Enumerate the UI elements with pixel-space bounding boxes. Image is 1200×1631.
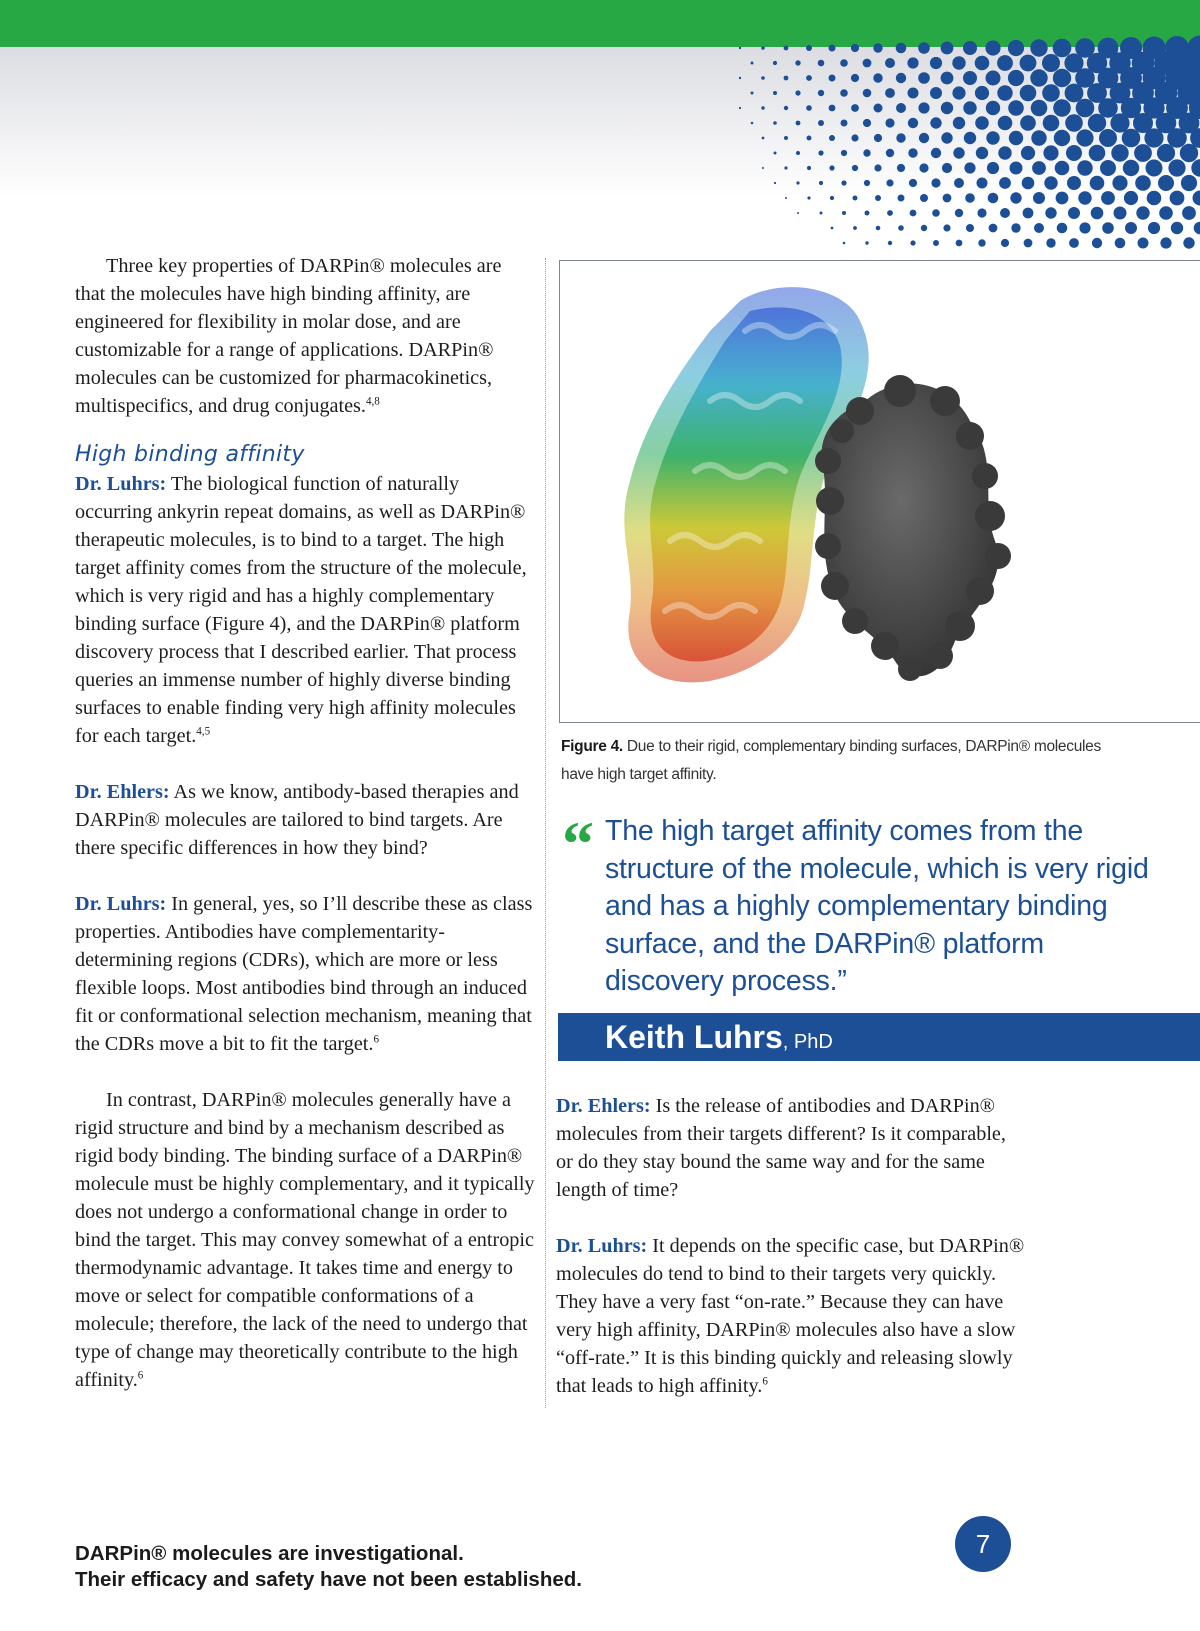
halftone-dot [918,42,930,54]
halftone-dot [773,91,777,95]
halftone-dot [886,149,894,157]
halftone-dot [941,72,954,85]
halftone-dot [1167,128,1187,148]
halftone-dot [1068,207,1080,219]
halftone-dot [1090,176,1105,191]
halftone-dot [896,133,905,142]
halftone-dot [919,133,929,143]
halftone-dot [930,117,941,128]
halftone-dot [806,75,812,81]
halftone-dot [1055,161,1070,176]
halftone-dot [1020,115,1036,131]
halftone-dot [963,71,977,85]
halftone-dot [1101,191,1115,205]
halftone-dot [1122,129,1141,148]
quote-mark-icon: “ [562,808,594,879]
halftone-dot [1157,144,1175,162]
halftone-dot [930,57,942,69]
halftone-dot [918,72,930,84]
halftone-dot [1077,160,1092,175]
halftone-dot [954,178,964,188]
halftone-dot [1193,191,1200,206]
halftone-dot [851,104,859,112]
halftone-dot [910,210,917,217]
halftone-dot [1053,99,1071,117]
halftone-dot [1056,192,1069,205]
halftone-dot [1112,175,1127,190]
halftone-dot [966,224,974,232]
halftone-dot [1146,160,1163,177]
halftone-dot [1030,69,1047,86]
halftone-dot [896,103,906,113]
halftone-dot [943,224,950,231]
halftone-dot [851,134,858,141]
halftone-dot [999,177,1011,189]
halftone-dot [1123,160,1139,176]
pull-quote: The high target affinity comes from the structure of the molecule, which is very rigid and has a highly complementary binding surface, and the DARPin® platform discovery process.” [605,815,1149,997]
halftone-dot [1021,146,1035,160]
halftone-dot [1148,222,1160,234]
halftone-dot [986,131,999,144]
halftone-dot [851,74,859,82]
halftone-dot [885,58,895,68]
halftone-dot [989,224,998,233]
intro-paragraph: Three key properties of DARPin® molecules are that the molecules have high binding affinity, are engineered for flexibility in molar dose, and are customizable for a range of applications. DARPin® molecules can be customized for pharmacokinetics, multispecifics, and drug conjugates.$^{4,8}$ [75,255,502,417]
halftone-dot [1092,238,1102,248]
halftone-dot [956,240,963,247]
halftone-dot [975,56,990,71]
halftone-dot [1147,191,1162,206]
halftone-dot [1138,238,1149,249]
halftone-dot [829,165,834,170]
halftone-dot [796,121,801,126]
halftone-dot [751,62,754,65]
halftone-dot [874,134,882,142]
halftone-dot [807,196,810,199]
halftone-dot [864,180,870,186]
halftone-dot [908,118,918,128]
halftone-dot [1125,222,1137,234]
halftone-dot [976,147,988,159]
halftone-dot [975,116,989,130]
halftone-dot [863,149,870,156]
halftone-dot [807,136,812,141]
halftone-dot [853,226,857,230]
halftone-dot [952,56,965,69]
halftone-dot [941,42,954,55]
halftone-dot [909,179,917,187]
halftone-dot [1160,237,1171,248]
halftone-dot [1043,145,1058,160]
halftone-dot [987,162,999,174]
halftone-dot [1001,239,1009,247]
halftone-dot [896,73,906,83]
halftone-dot [977,178,988,189]
halftone-dot [896,43,907,54]
halftone-dot [1046,238,1055,247]
halftone-dot [943,194,952,203]
halftone-dot [930,87,942,99]
halftone-dot [1078,191,1091,204]
halftone-dot [863,59,872,68]
halftone-dot [965,193,975,203]
halftone-dot [1136,206,1149,219]
halftone-dot [1194,222,1200,235]
halftone-dot [963,41,977,55]
halftone-dot [933,240,939,246]
halftone-dot [841,120,848,127]
halftone-dot [761,76,765,80]
halftone-dot [1181,175,1197,191]
halftone-dot [1170,191,1185,206]
halftone-dot [977,208,986,217]
halftone-dot [1089,145,1106,162]
halftone-dot [841,150,847,156]
halftone-dot [931,148,941,158]
halftone-dot [796,151,800,155]
disclaimer: DARPin® molecules are investigational. Their efficacy and safety have not been established. [75,1542,582,1591]
halftone-dot [796,181,799,184]
halftone-dot [1100,160,1116,176]
halftone-dot [863,119,871,127]
halftone-dot [1053,39,1072,58]
halftone-dot [1168,159,1185,176]
halftone-dot [795,60,800,65]
halftone-dot [762,167,764,169]
halftone-dot [795,90,800,95]
halftone-dot [931,178,940,187]
halftone-dot [898,225,904,231]
halftone-dot [1045,207,1056,218]
halftone-dot [875,195,881,201]
halftone-dot [1034,223,1044,233]
halftone-dot [998,116,1013,131]
halftone-dot [1011,223,1020,232]
halftone-dot [1134,144,1152,162]
halftone-dot [784,106,788,110]
halftone-dot [831,227,834,230]
halftone-dot [785,197,787,199]
halftone-dot [988,193,999,204]
halftone-dot [761,106,764,109]
halftone-dot [806,45,812,51]
halftone-dot [1102,222,1114,234]
halftone-dot [1171,222,1183,234]
halftone-dot [887,210,893,216]
halftone-dot [1042,54,1060,72]
halftone-dot [1066,145,1082,161]
halftone-dot [1076,129,1093,146]
halftone-dot [998,146,1011,159]
right-column [556,1092,1026,1400]
halftone-dot [818,90,824,96]
halftone-dot [1020,85,1037,102]
halftone-dot [841,180,846,185]
halftone-dot [873,43,882,52]
left-column [75,252,535,1394]
halftone-dot [942,163,952,173]
halftone-dot [975,86,989,100]
halftone-dot [1000,208,1010,218]
halftone-dot [818,150,823,155]
halftone-dot [978,239,985,246]
quote-author-bar [558,1013,1200,1061]
halftone-dot [739,107,741,109]
halftone-dot [739,47,741,49]
halftone-dot [1180,144,1198,162]
halftone-dot [918,102,929,113]
halftone-dot [829,135,835,141]
halftone-dot [964,162,975,173]
halftone-dot [1020,55,1037,72]
halftone-dot [1183,237,1194,248]
halftone-dot [840,89,848,97]
contrast-paragraph: In contrast, DARPin® molecules generally have a rigid structure and bind by a mechanism described as rigid body binding. The binding surface of a DARPin® molecule must be highly complementary, and it typically does not undergo a conformational change in order to bind the target. This may convey somewhat of a entropic thermodynamic advantage. It takes time and energy to move or select for compatible conformations of a molecule; therefore, the lack of the need to undergo that type of change may theoretically contribute to the high affinity.$^6$ [75,1089,535,1391]
halftone-dot [1010,162,1023,175]
halftone-dot [941,132,952,143]
halftone-dot [1032,161,1046,175]
halftone-dot [1031,130,1046,145]
halftone-dot [908,148,917,157]
halftone-dot [818,120,824,126]
halftone-dot [964,132,976,144]
halftone-dot [919,163,928,172]
halftone-dot [1144,128,1163,147]
halftone-dot [874,104,883,113]
left-paragraph-1: Dr. Luhrs: The biological function of naturally occurring ankyrin repeat domains, as well as DARPin® therapeutic molecules, is to bind to a target. The high target affinity comes from the structure of the molecule, which is very rigid and has a highly complementary binding surface (Figure 4), and the DARPin® platform discovery process that I described earlier. That process queries an immense number of highly diverse binding surfaces to enable finding very high affinity molecules for each target.$^{4,5}$ [75,473,527,747]
halftone-dot [1057,223,1068,234]
halftone-dot [921,225,927,231]
figure-caption: Figure 4. Due to their rigid, complementary binding surfaces, DARPin® molecules have high target affinity. [561,738,1101,783]
halftone-dot [863,89,872,98]
halftone-dot [920,194,928,202]
left-paragraph-2: Dr. Ehlers: As we know, antibody-based therapies and DARPin® molecules are tailored to bind targets. Are there specific differences in how they bind? [75,781,519,859]
halftone-dot [1054,130,1070,146]
halftone-dot [830,196,834,200]
halftone-dot [840,59,848,67]
halftone-dot [898,195,905,202]
halftone-dot [865,211,870,216]
halftone-dot [1158,175,1174,191]
halftone-dot [932,209,940,217]
halftone-dot [885,118,894,127]
halftone-dot [1111,144,1128,161]
halftone-dot [874,164,881,171]
halftone-dot [819,181,823,185]
halftone-dot [851,44,859,52]
figure-4-image [559,260,1200,723]
halftone-dot [997,55,1013,71]
halftone-dot [1042,84,1060,102]
quote-author: Keith Luhrs, PhD [605,1019,833,1055]
halftone-dot [1044,176,1057,189]
halftone-dot [941,102,953,114]
protein-structure-illustration [560,261,1200,724]
halftone-dot [1088,114,1106,132]
page-number: 7 [955,1516,1011,1572]
halftone-dot [1065,114,1083,132]
halftone-dot [829,45,836,52]
halftone-dot [829,105,836,112]
halftone-dot [1115,238,1126,249]
halftone-dot [1008,40,1024,56]
halftone-dot [797,212,799,214]
halftone-dot [1010,192,1021,203]
halftone-dot [774,152,777,155]
halftone-dot [820,212,823,215]
right-paragraph-1: Dr. Ehlers: Is the release of antibodies and DARPin® molecules from their targets different? Is it comparable, or do they stay bound the same way and for the same length of time? [556,1095,1006,1201]
halftone-dot [1022,177,1035,190]
halftone-dot [865,241,868,244]
halftone-dot [818,60,825,67]
halftone-dot [897,164,905,172]
halftone-dot [1191,159,1200,176]
halftone-dot [1009,131,1023,145]
halftone-dot [1099,129,1117,147]
halftone-dot [885,88,895,98]
halftone-dot [908,88,919,99]
halftone-dot [1033,192,1045,204]
halftone-dot [1043,115,1060,132]
halftone-dot [1069,238,1079,248]
halftone-dot [784,166,787,169]
halftone-dot [784,136,788,140]
halftone-dot [1030,39,1047,56]
halftone-dot [1024,239,1033,248]
halftone-dot [1159,206,1173,220]
halftone-dot [774,182,776,184]
halftone-dot [952,86,965,99]
halftone-dot [907,57,918,68]
halftone-dot-pattern [0,0,1200,260]
halftone-dot [784,46,789,51]
halftone-dot [1079,222,1090,233]
halftone-dot [1114,207,1127,220]
halftone-dot [985,40,1000,55]
halftone-dot [1076,99,1095,118]
halftone-dot [773,121,777,125]
halftone-dot [852,165,858,171]
halftone-dot [806,105,812,111]
halftone-dot [853,196,858,201]
halftone-dot [888,241,892,245]
halftone-dot [773,61,777,65]
halftone-dot [1008,70,1024,86]
halftone-dot [953,117,965,129]
halftone-dot [873,73,882,82]
column-divider [545,258,546,1408]
halftone-dot [1065,84,1084,103]
right-paragraph-2: Dr. Luhrs: It depends on the specific case, but DARPin® molecules do tend to bind to their targets very quickly. They have a very fast “on-rate.” Because they can have very high affinity, DARPin® molecules also have a slow “off-rate.” It is this binding quickly and releasing slowly that leads to high affinity.$^6$ [556,1235,1025,1397]
halftone-dot [1182,206,1196,220]
halftone-dot [1135,175,1151,191]
halftone-dot [843,242,846,245]
halftone-dot [1110,113,1129,132]
left-paragraph-3: Dr. Luhrs: In general, yes, so I’ll describe these as class properties. Antibodies have complementarity-determining regions (CDRs), which are more or less flexible loops. Most antibodies bind through an induced fit or conformational selection mechanism, meaning that the CDRs move a bit to fit the target.$^6$ [75,893,533,1055]
halftone-dot [886,179,893,186]
halftone-dot [997,85,1012,100]
halftone-dot [1008,100,1024,116]
halftone-dot [751,122,754,125]
halftone-dot [762,137,765,140]
halftone-dot [1124,191,1138,205]
halftone-dot [1023,208,1034,219]
halftone-dot [910,240,915,245]
halftone-dot [807,166,811,170]
halftone-dot [986,71,1001,86]
halftone-dot [761,46,765,50]
halftone-dot [876,226,881,231]
halftone-dot [751,92,754,95]
halftone-dot [986,101,1000,115]
halftone-dot [1053,69,1071,87]
halftone-dot [739,77,741,79]
halftone-dot [784,76,789,81]
halftone-dot [953,147,964,158]
halftone-dot [955,209,963,217]
halftone-dot [1067,176,1081,190]
halftone-dot [963,101,976,114]
halftone-dot [829,75,836,82]
halftone-dot [1031,100,1048,117]
halftone-dot [842,211,846,215]
section-heading: High binding affinity [75,442,305,467]
halftone-dot [1091,207,1104,220]
